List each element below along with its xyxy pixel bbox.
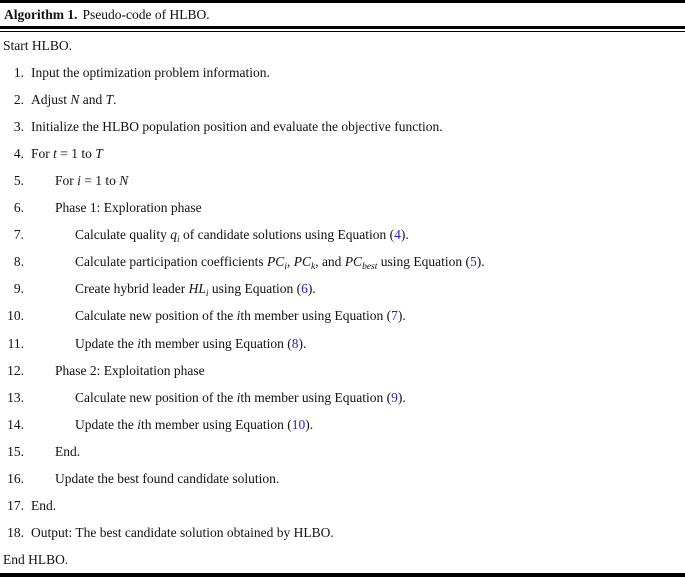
- step-text-segment: th member using Equation (: [141, 416, 292, 432]
- algorithm-step-2: [3, 86, 675, 113]
- algorithm-step-7: [3, 222, 675, 249]
- step-text-segment: ,: [286, 254, 294, 270]
- step-number: 4.: [13, 145, 24, 161]
- step-text-segment: ).: [476, 254, 485, 270]
- step-text: [55, 363, 205, 379]
- step-text-segment: th member using Equation (: [240, 308, 392, 324]
- step-text: [75, 227, 409, 246]
- step-text: [55, 471, 279, 487]
- algorithm-title: Pseudo-code of HLBO.: [82, 6, 210, 22]
- variable-symbol: N: [119, 173, 129, 189]
- variable-symbol: i: [284, 262, 287, 273]
- variable-symbol: i: [236, 389, 241, 405]
- step-text-segment: For: [31, 145, 54, 161]
- step-text-segment: th member using Equation (: [240, 389, 392, 405]
- variable-symbol: HL: [188, 281, 206, 297]
- step-text-segment: using Equation (: [208, 281, 302, 297]
- step-text-segment: ).: [298, 335, 307, 351]
- step-text: [55, 200, 202, 216]
- algorithm-step-16: [3, 466, 675, 493]
- variable-symbol: i: [137, 416, 141, 432]
- variable-symbol: i: [236, 308, 241, 324]
- step-text: [55, 173, 128, 189]
- step-text-segment: Calculate new position of the: [75, 308, 237, 324]
- variable-symbol: best: [362, 262, 378, 273]
- algorithm-step-1: [3, 59, 675, 86]
- step-text-segment: Adjust: [31, 91, 71, 107]
- equation-ref-link[interactable]: 4: [394, 227, 401, 243]
- step-number: 10.: [7, 308, 24, 324]
- step-text-segment: Calculate new position of the: [75, 389, 237, 405]
- step-text: [31, 146, 103, 162]
- equation-ref-link[interactable]: 7: [391, 308, 398, 324]
- step-text-segment: Phase 1: Exploration phase: [55, 200, 202, 216]
- variable-symbol: t: [53, 145, 57, 161]
- step-text-segment: Calculate quality: [75, 227, 171, 243]
- pseudocode-body: [0, 32, 685, 574]
- variable-symbol: i: [205, 289, 209, 300]
- algorithm-step-13: [3, 384, 675, 411]
- algorithm-step-15: [3, 438, 675, 465]
- equation-ref-link[interactable]: 5: [470, 254, 477, 270]
- algorithm-header: [0, 3, 685, 26]
- step-text-segment: Update the: [75, 335, 138, 351]
- step-text-segment: = 1 to: [80, 173, 120, 189]
- step-text-segment: , and: [315, 254, 345, 270]
- step-number: 8.: [13, 254, 24, 270]
- step-text: [31, 498, 56, 514]
- step-text-segment: Calculate participation coefficients: [75, 254, 268, 270]
- step-text: [31, 65, 270, 81]
- equation-ref-link[interactable]: 8: [291, 335, 299, 351]
- step-number: 17.: [7, 498, 24, 514]
- step-number: 9.: [13, 281, 24, 297]
- variable-symbol: i: [77, 173, 81, 189]
- start-line: [3, 32, 675, 59]
- step-number: 18.: [7, 525, 24, 541]
- step-text: [75, 336, 306, 352]
- step-text-segment: Initialize the HLBO population position and evaluate the objective function.: [31, 118, 443, 134]
- algorithm-step-8: [3, 249, 675, 276]
- algorithm-step-18: [3, 520, 675, 547]
- step-text: [55, 444, 80, 460]
- step-text-segment: of candidate solutions using Equation (: [179, 227, 395, 243]
- algorithm-step-10: [3, 303, 675, 330]
- step-number: 2.: [13, 91, 24, 107]
- step-number: 6.: [13, 200, 24, 216]
- algorithm-step-5: [3, 167, 675, 194]
- step-text-segment: th member using Equation (: [141, 335, 292, 351]
- step-text-segment: ).: [305, 416, 314, 432]
- variable-symbol: T: [95, 145, 103, 161]
- end-line: [3, 547, 675, 574]
- step-text: [75, 308, 406, 324]
- step-text-segment: Output: The best candidate solution obtained by HLBO.: [31, 525, 334, 541]
- algorithm-step-17: [3, 493, 675, 520]
- equation-ref-link[interactable]: 6: [301, 281, 308, 297]
- variable-symbol: N: [70, 91, 80, 107]
- step-text-segment: End.: [31, 498, 57, 514]
- step-text-segment: End.: [55, 443, 81, 459]
- step-text: [31, 92, 117, 108]
- step-text-segment: ).: [400, 227, 409, 243]
- step-text-segment: .: [113, 91, 117, 107]
- step-text-segment: Input the optimization problem information.: [31, 64, 270, 80]
- algorithm-step-12: [3, 357, 675, 384]
- step-text-segment: Phase 2: Exploitation phase: [55, 362, 205, 378]
- step-text: [75, 281, 316, 300]
- end-line-text: End HLBO.: [3, 552, 69, 568]
- step-number: 14.: [7, 416, 24, 432]
- step-text: [31, 119, 443, 135]
- bottom-rule: [0, 573, 685, 577]
- step-number: 13.: [7, 389, 24, 405]
- step-text: [75, 417, 313, 433]
- step-text-segment: ).: [397, 389, 406, 405]
- step-text-segment: ).: [307, 281, 316, 297]
- variable-symbol: PC: [293, 254, 311, 270]
- step-text-segment: Update the best found candidate solution.: [55, 471, 280, 487]
- steps-list: [3, 59, 675, 547]
- variable-symbol: PC: [344, 254, 363, 270]
- step-text-segment: and: [79, 91, 106, 107]
- step-number: 11.: [7, 335, 24, 351]
- variable-symbol: q: [170, 227, 177, 243]
- step-number: 16.: [7, 471, 24, 487]
- step-number: 5.: [13, 173, 24, 189]
- step-text-segment: Update the: [75, 416, 138, 432]
- variable-symbol: k: [310, 262, 316, 273]
- variable-symbol: i: [137, 335, 141, 351]
- step-text-segment: Create hybrid leader: [75, 281, 189, 297]
- algorithm-step-3: [3, 113, 675, 140]
- step-number: 7.: [13, 227, 24, 243]
- step-text: [75, 254, 485, 273]
- step-text: [75, 390, 406, 406]
- algorithm-step-9: [3, 276, 675, 303]
- step-text-segment: ).: [397, 308, 406, 324]
- step-text-segment: For: [55, 173, 78, 189]
- equation-ref-link[interactable]: 10: [291, 416, 306, 432]
- variable-symbol: T: [105, 91, 114, 107]
- step-text-segment: = 1 to: [56, 145, 96, 161]
- equation-ref-link[interactable]: 9: [391, 389, 398, 405]
- variable-symbol: PC: [267, 254, 285, 270]
- variable-symbol: i: [176, 235, 180, 246]
- algorithm-step-4: [3, 140, 675, 167]
- step-text: [31, 525, 334, 541]
- algorithm-step-6: [3, 195, 675, 222]
- step-number: 3.: [13, 118, 24, 134]
- step-text-segment: using Equation (: [377, 254, 471, 270]
- algorithm-label: Algorithm 1.: [4, 6, 78, 22]
- step-number: 12.: [7, 362, 24, 378]
- algorithm-step-11: [3, 330, 675, 357]
- start-line-text: Start HLBO.: [3, 37, 72, 53]
- step-number: 1.: [13, 64, 24, 80]
- step-number: 15.: [7, 443, 24, 459]
- algorithm-step-14: [3, 411, 675, 438]
